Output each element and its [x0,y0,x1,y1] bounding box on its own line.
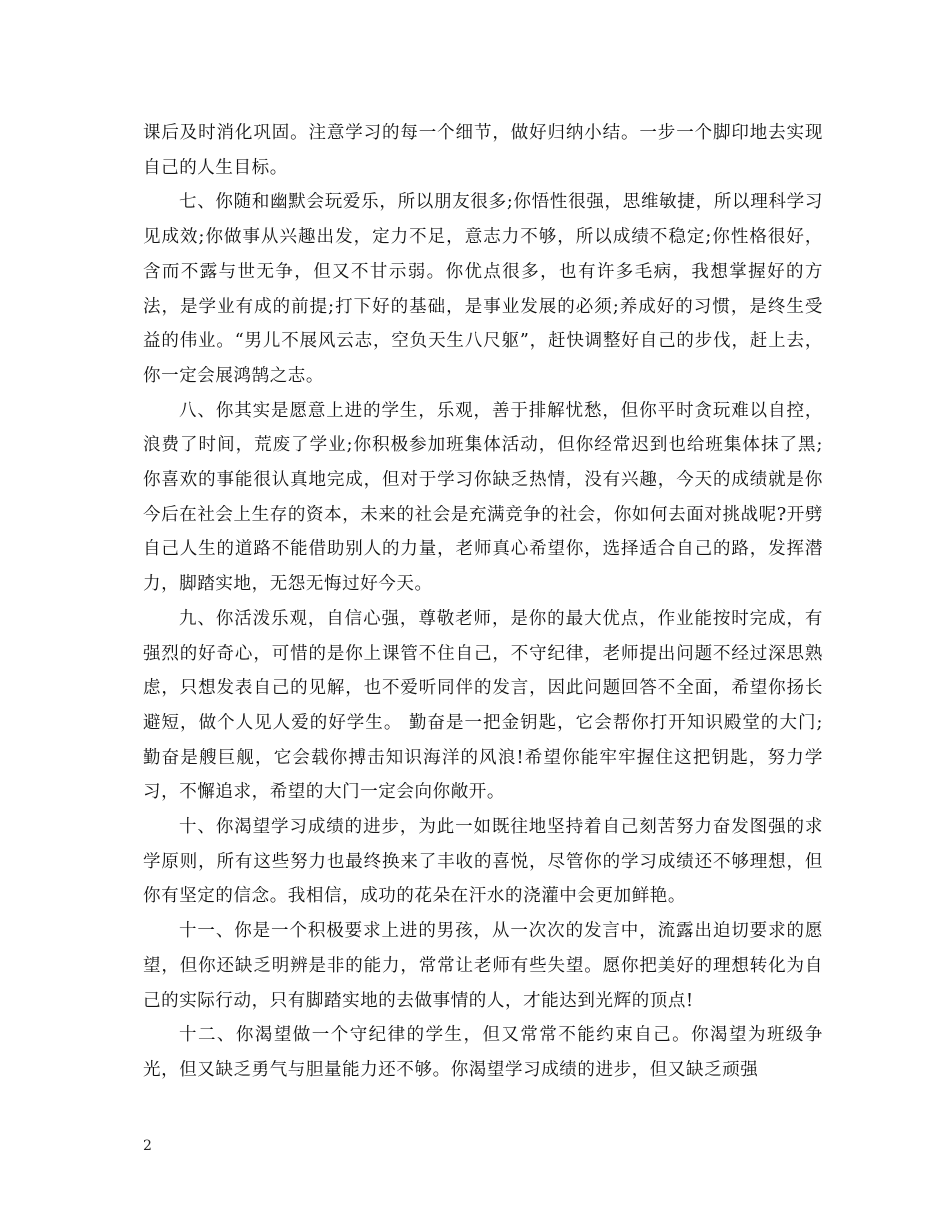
paragraph-comment-11: 十一、你是一个积极要求上进的男孩，从一次次的发言中，流露出迫切要求的愿望，但你还缺乏明辨是非的能力，常常让老师有些失望。愿你把美好的理想转化为自己的实际行动，只有脚踏实地的去做事情的人，才能达到光辉的顶点! [143,921,823,1011]
page-number: 2 [143,1138,152,1154]
paragraph-continuation: 课后及时消化巩固。注意学习的每一个细节，做好归纳小结。一步一个脚印地去实现自己的人生目标。 [143,123,823,178]
document-body [143,116,823,1088]
paragraph-comment-8: 八、你其实是愿意上进的学生，乐观，善于排解忧愁，但你平时贪玩难以自控，浪费了时间，荒废了学业;你积极参加班集体活动，但你经常迟到也给班集体抹了黑;你喜欢的事能很认真地完成，但对于学习你缺乏热情，没有兴趣，今天的成绩就是你今后在社会上生存的资本，未来的社会是充满竞争的社会，你如何去面对挑战呢?开劈自己人生的道路不能借助别人的力量，老师真心希望你，选择适合自己的路，发挥潜力，脚踏实地，无怨无悔过好今天。 [143,400,823,595]
paragraph-comment-9: 九、你活泼乐观，自信心强，尊敬老师，是你的最大优点，作业能按时完成，有强烈的好奇心，可惜的是你上课管不住自己，不守纪律，老师提出问题不经过深思熟虑，只想发表自己的见解，也不爱听同伴的发言，因此问题回答不全面，希望你扬长避短，做个人见人爱的好学生。 勤奋是一把金钥匙，它会帮你打开知识殿堂的大门;勤奋是艘巨舰，它会载你搏击知识海洋的风浪!希望你能牢牢握住这把钥匙，努力学习，不懈追求，希望的大门一定会向你敞开。 [143,608,823,803]
paragraph-comment-12: 十二、你渴望做一个守纪律的学生，但又常常不能约束自己。你渴望为班级争光，但又缺乏勇气与胆量能力还不够。你渴望学习成绩的进步，但又缺乏顽强 [143,1025,823,1080]
paragraph-comment-10: 十、你渴望学习成绩的进步，为此一如既往地坚持着自己刻苦努力奋发图强的求学原则，所有这些努力也最终换来了丰收的喜悦，尽管你的学习成绩还不够理想，但你有坚定的信念。我相信，成功的花朵在汗水的浇灌中会更加鲜艳。 [143,817,823,907]
paragraph-comment-7: 七、你随和幽默会玩爱乐，所以朋友很多;你悟性很强，思维敏捷，所以理科学习见成效;你做事从兴趣出发，定力不足，意志力不够，所以成绩不稳定;你性格很好，含而不露与世无争，但又不甘示弱。你优点很多，也有许多毛病，我想掌握好的方法，是学业有成的前提;打下好的基础，是事业发展的必须;养成好的习惯，是终生受益的伟业。“男儿不展风云志，空负天生八尺躯”，赶快调整好自己的步伐，赶上去，你一定会展鸿鹄之志。 [143,192,823,386]
